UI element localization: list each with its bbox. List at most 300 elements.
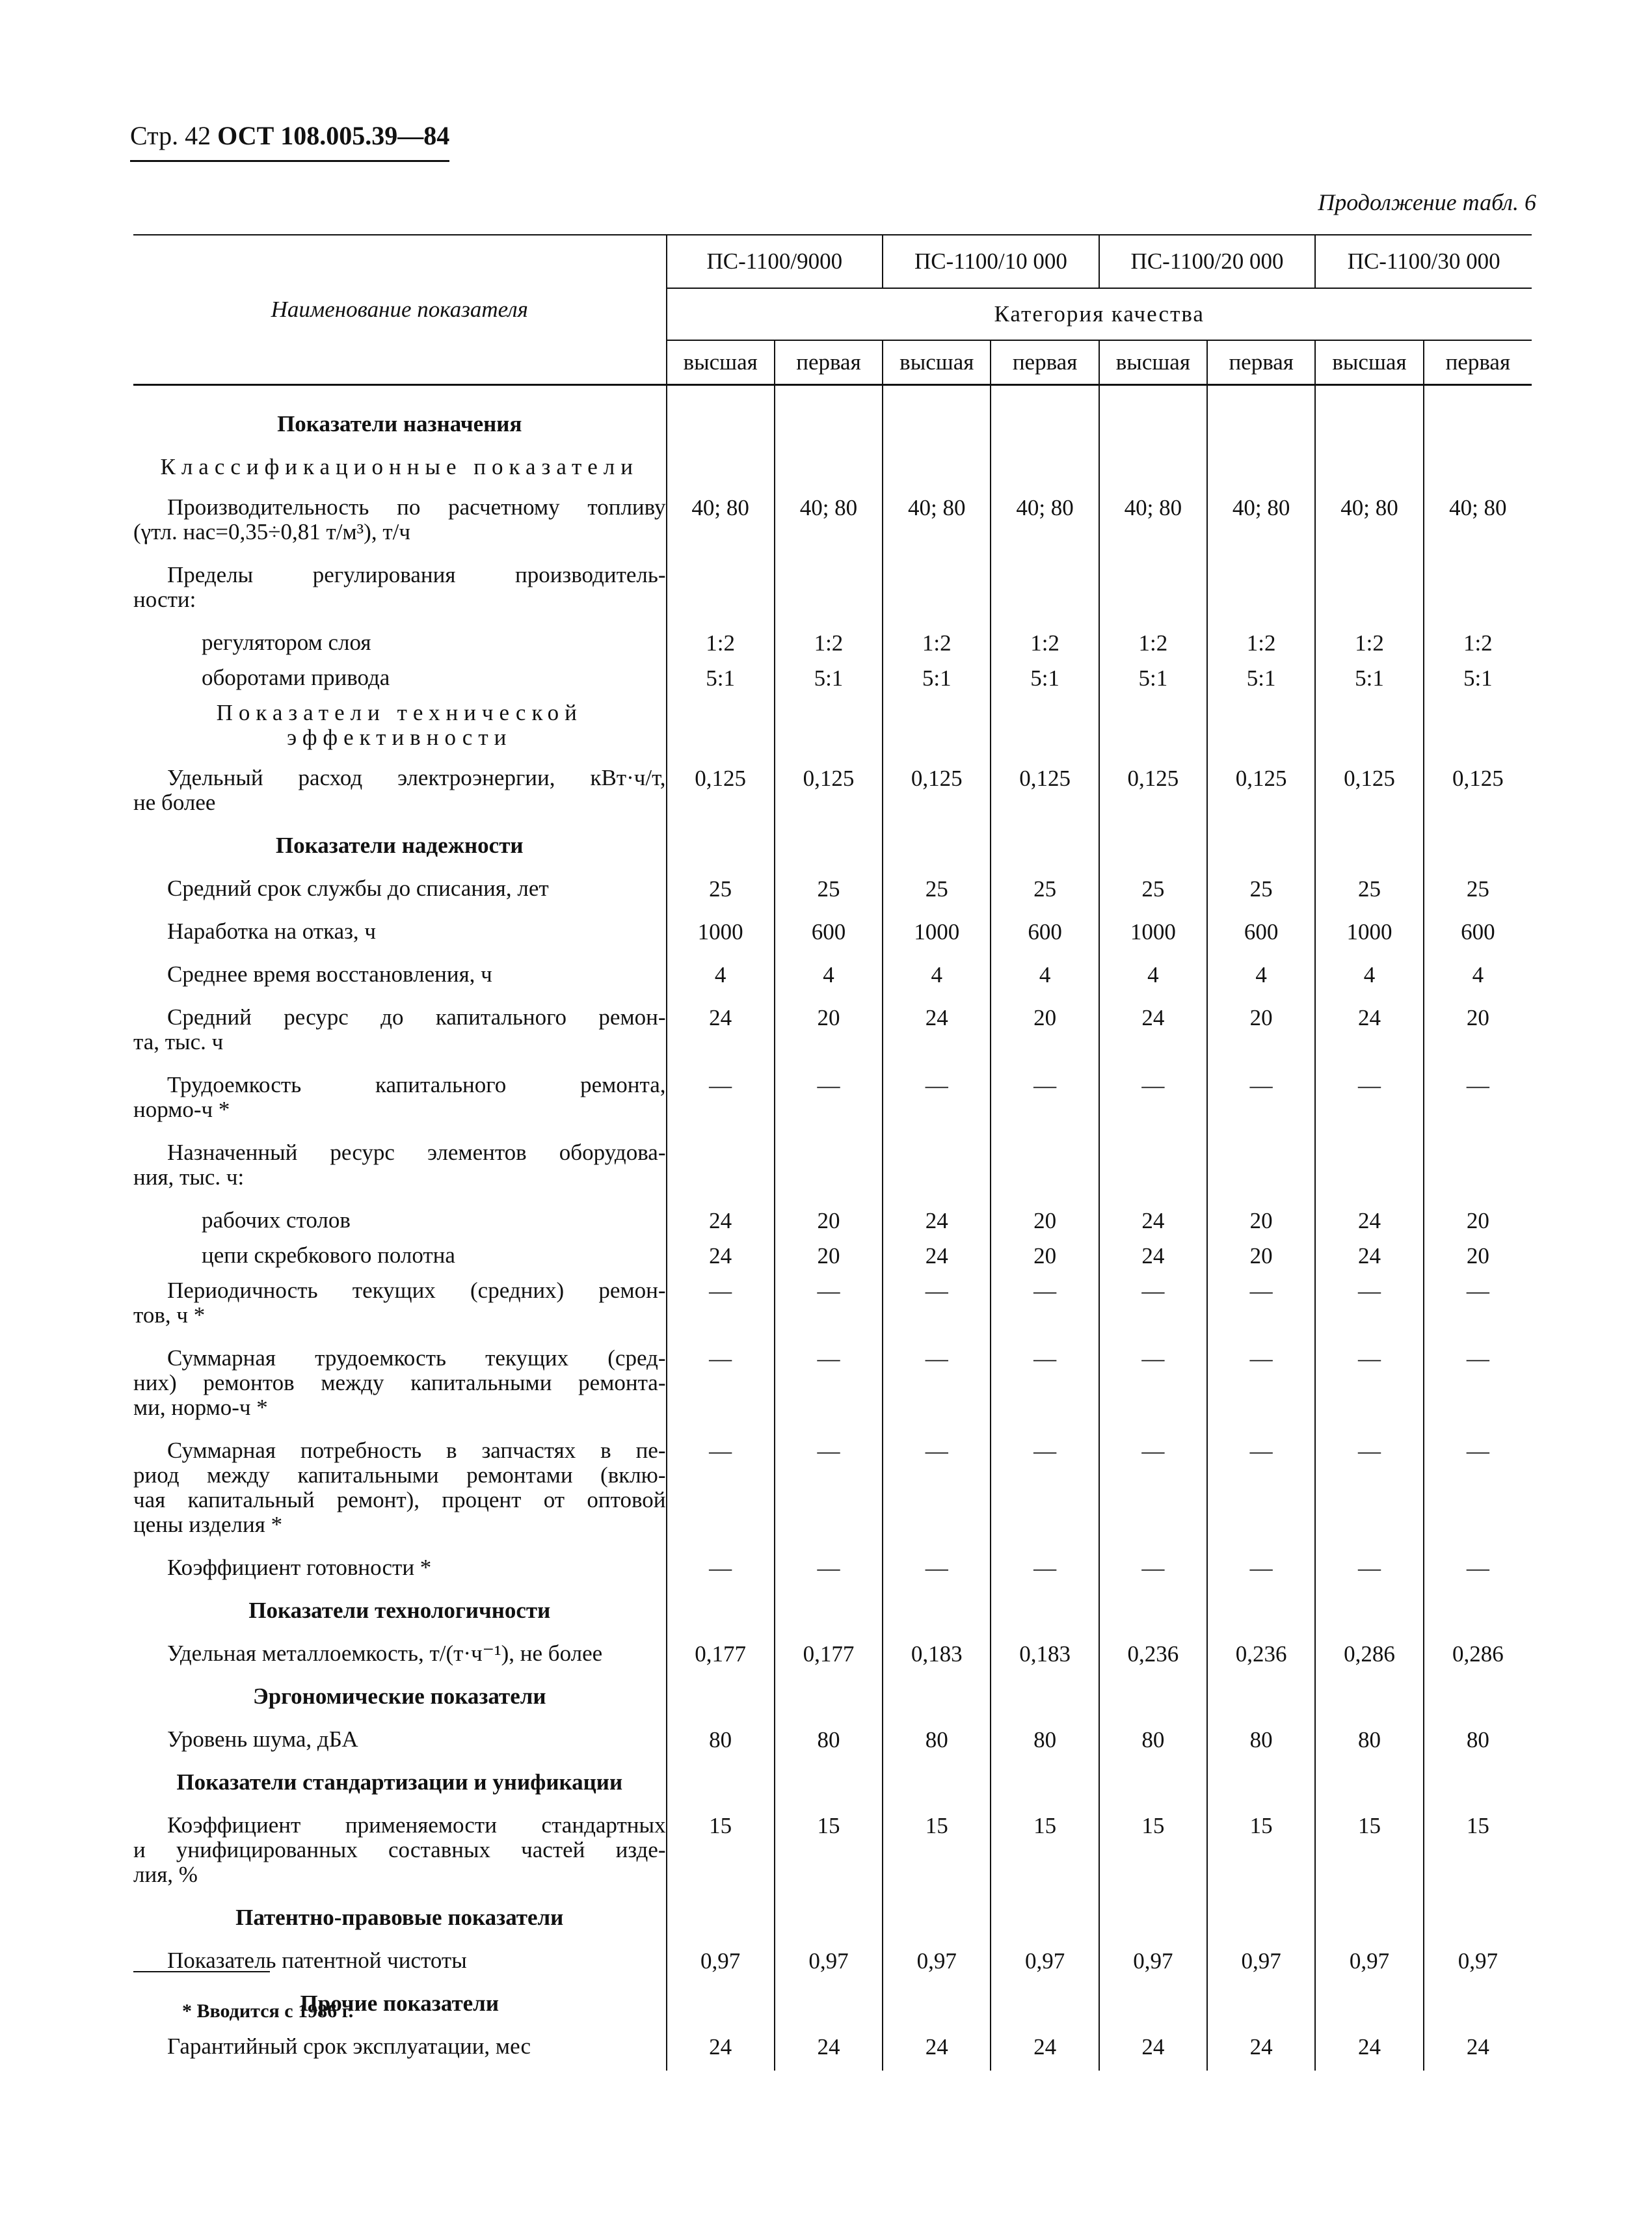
value-cell — [1099, 694, 1207, 759]
indicator-name-line: Коэффициент готовности * — [167, 1555, 432, 1580]
value-cell: 0,97 — [1099, 1942, 1207, 1985]
value-cell — [1424, 1678, 1532, 1721]
subsection-title-text: Показатели технической эффективности — [216, 700, 583, 750]
value-cell: 0,97 — [667, 1942, 775, 1985]
indicator-name-line: Назначенный ресурс элементов оборудова- — [167, 1140, 666, 1165]
section-title-text: Показатели технологичности — [248, 1598, 551, 1623]
value-cell: 24 — [1099, 1201, 1207, 1237]
value-cell: 15 — [1315, 1806, 1423, 1899]
section-row — [133, 827, 1532, 870]
section-title — [133, 1592, 667, 1635]
quality-header: первая — [1424, 340, 1532, 385]
value-cell — [883, 694, 991, 759]
value-cell: 1:2 — [883, 624, 991, 659]
indicator-name-line: и унифицированных составных частей изде- — [133, 1837, 666, 1862]
value-cell: 0,125 — [775, 759, 883, 827]
quality-header: первая — [1207, 340, 1315, 385]
indicator-name-text: оборотами привода — [202, 665, 390, 690]
value-cell: 15 — [1207, 1806, 1315, 1899]
document-code: ОСТ 108.005.39—84 — [217, 121, 450, 150]
value-cell — [667, 827, 775, 870]
product-header: ПС-1100/20 000 — [1099, 235, 1316, 288]
value-cell — [1207, 1764, 1315, 1806]
subsection-title-text: Классификационные показатели — [160, 454, 639, 479]
value-cell: 600 — [1207, 913, 1315, 956]
indicator-name-line: Средний ресурс до капитального ремон- — [167, 1004, 666, 1030]
value-cell: — — [883, 1066, 991, 1134]
value-cell: 20 — [991, 999, 1099, 1066]
indicator-name-line: Производительность по расчетному топливу — [167, 494, 666, 520]
value-cell — [1315, 1899, 1423, 1942]
value-cell — [1207, 1678, 1315, 1721]
page-number: Стр. 42 — [130, 121, 211, 150]
value-cell — [1315, 556, 1423, 624]
value-cell: 20 — [991, 1201, 1099, 1237]
value-cell: 5:1 — [991, 659, 1099, 694]
table-row — [133, 1432, 1532, 1549]
section-title — [133, 1764, 667, 1806]
value-cell: 24 — [1315, 999, 1423, 1066]
value-cell — [1424, 1899, 1532, 1942]
value-cell: 24 — [1099, 999, 1207, 1066]
table-row — [133, 999, 1532, 1066]
value-cell — [667, 1899, 775, 1942]
section-row — [133, 1678, 1532, 1721]
value-cell: 0,125 — [883, 759, 991, 827]
value-cell — [991, 1592, 1099, 1635]
value-cell — [1315, 448, 1423, 489]
value-cell — [1099, 556, 1207, 624]
indicator-name-line: Средний срок службы до списания, лет — [167, 876, 549, 901]
value-cell: 40; 80 — [1315, 489, 1423, 556]
table-row — [133, 1237, 1532, 1272]
value-cell — [883, 385, 991, 449]
indicator-name — [133, 1806, 667, 1899]
value-cell: 1:2 — [991, 624, 1099, 659]
value-cell: — — [1424, 1066, 1532, 1134]
indicator-name — [133, 659, 667, 694]
value-cell: 24 — [667, 2028, 775, 2071]
value-cell — [1207, 827, 1315, 870]
table-row — [133, 759, 1532, 827]
value-cell — [1207, 448, 1315, 489]
value-cell: 5:1 — [775, 659, 883, 694]
value-cell: 4 — [991, 956, 1099, 999]
table-row — [133, 1549, 1532, 1592]
value-cell — [775, 448, 883, 489]
value-cell: 24 — [883, 1237, 991, 1272]
value-cell: 80 — [1099, 1721, 1207, 1764]
value-cell: 4 — [1424, 956, 1532, 999]
value-cell: 4 — [1315, 956, 1423, 999]
value-cell: — — [1099, 1432, 1207, 1549]
value-cell: — — [1099, 1549, 1207, 1592]
value-cell — [775, 827, 883, 870]
value-cell — [1099, 1134, 1207, 1201]
value-cell: 5:1 — [883, 659, 991, 694]
indicator-name-line: ния, тыс. ч: — [133, 1164, 245, 1190]
quality-header: высшая — [1315, 340, 1423, 385]
value-cell — [883, 1592, 991, 1635]
value-cell: — — [1315, 1549, 1423, 1592]
value-cell — [883, 448, 991, 489]
value-cell — [991, 694, 1099, 759]
section-row — [133, 385, 1532, 449]
value-cell: 0,183 — [883, 1635, 991, 1678]
value-cell: 24 — [883, 999, 991, 1066]
value-cell: 5:1 — [1099, 659, 1207, 694]
value-cell: 25 — [1315, 870, 1423, 913]
value-cell — [1315, 1678, 1423, 1721]
indicator-name-line: (γтл. нас=0,35÷0,81 т/м³), т/ч — [133, 519, 410, 544]
value-cell: 1000 — [883, 913, 991, 956]
table-continuation-label: Продолжение табл. 6 — [1318, 189, 1536, 215]
indicator-name — [133, 1635, 667, 1678]
indicator-name-line: Удельная металлоемкость, т/(т·ч⁻¹), не более — [167, 1641, 603, 1666]
table-row — [133, 870, 1532, 913]
value-cell: 40; 80 — [1424, 489, 1532, 556]
value-cell: 5:1 — [1207, 659, 1315, 694]
indicator-name-line: Удельный расход электроэнергии, кВт·ч/т, — [167, 765, 666, 790]
category-header: Категория качества — [667, 288, 1532, 340]
value-cell: — — [1424, 1549, 1532, 1592]
value-cell — [1207, 1985, 1315, 2028]
value-cell: 80 — [1424, 1721, 1532, 1764]
section-title — [133, 827, 667, 870]
value-cell — [667, 1134, 775, 1201]
value-cell: — — [883, 1549, 991, 1592]
value-cell: 20 — [1424, 1237, 1532, 1272]
value-cell: — — [667, 1066, 775, 1134]
value-cell: 5:1 — [667, 659, 775, 694]
value-cell: 24 — [775, 2028, 883, 2071]
value-cell — [667, 1764, 775, 1806]
value-cell: 15 — [991, 1806, 1099, 1899]
indicator-name — [133, 999, 667, 1066]
value-cell: — — [1099, 1339, 1207, 1432]
indicators-table — [133, 234, 1532, 2071]
value-cell: — — [775, 1272, 883, 1339]
value-cell — [775, 1899, 883, 1942]
value-cell — [775, 1592, 883, 1635]
value-cell — [883, 1678, 991, 1721]
name-column-header: Наименование показателя — [133, 235, 667, 385]
value-cell: 24 — [1315, 1201, 1423, 1237]
value-cell: — — [1207, 1432, 1315, 1549]
section-title-text: Эргономические показатели — [252, 1684, 546, 1709]
value-cell: 0,125 — [1207, 759, 1315, 827]
value-cell — [991, 448, 1099, 489]
table-row — [133, 1339, 1532, 1432]
value-cell: 600 — [775, 913, 883, 956]
value-cell — [991, 556, 1099, 624]
value-cell — [991, 1764, 1099, 1806]
indicator-name-line: Суммарная трудоемкость текущих (сред- — [167, 1345, 666, 1371]
value-cell — [1207, 1592, 1315, 1635]
value-cell: 0,97 — [1207, 1942, 1315, 1985]
section-title — [133, 1899, 667, 1942]
indicator-name-line: Гарантийный срок эксплуатации, мес — [167, 2033, 531, 2059]
indicator-name-line: Пределы регулирования производитель- — [167, 562, 666, 587]
value-cell: 600 — [1424, 913, 1532, 956]
value-cell — [1315, 385, 1423, 449]
indicator-name-line: Коэффициент применяемости стандартных — [167, 1812, 666, 1838]
value-cell: 24 — [667, 999, 775, 1066]
value-cell: 1:2 — [1207, 624, 1315, 659]
value-cell — [1315, 1592, 1423, 1635]
indicator-name — [133, 624, 667, 659]
value-cell — [775, 1764, 883, 1806]
value-cell — [1099, 827, 1207, 870]
section-title-text: Патентно-правовые показатели — [235, 1905, 564, 1930]
value-cell: — — [1424, 1272, 1532, 1339]
value-cell: 0,286 — [1424, 1635, 1532, 1678]
indicator-name — [133, 556, 667, 624]
indicator-name-line: та, тыс. ч — [133, 1029, 224, 1054]
indicator-name-line: Трудоемкость капитального ремонта, — [167, 1072, 666, 1097]
indicator-name-line: Уровень шума, дБА — [167, 1726, 358, 1752]
product-header: ПС-1100/10 000 — [883, 235, 1099, 288]
indicator-name-line: ми, нормо-ч * — [133, 1395, 268, 1420]
indicator-name-line: Среднее время восстановления, ч — [167, 961, 492, 987]
value-cell — [775, 1985, 883, 2028]
value-cell: 0,286 — [1315, 1635, 1423, 1678]
value-cell: 1000 — [1099, 913, 1207, 956]
value-cell: 24 — [1315, 2028, 1423, 2071]
value-cell: 600 — [991, 913, 1099, 956]
quality-header: высшая — [667, 340, 775, 385]
indicator-name-line: Периодичность текущих (средних) ремон- — [167, 1278, 666, 1303]
table-row — [133, 624, 1532, 659]
value-cell: 24 — [991, 2028, 1099, 2071]
value-cell: 1:2 — [1099, 624, 1207, 659]
value-cell — [667, 1678, 775, 1721]
value-cell — [667, 556, 775, 624]
value-cell: 80 — [1315, 1721, 1423, 1764]
value-cell — [1099, 1678, 1207, 1721]
value-cell — [1207, 556, 1315, 624]
value-cell: 0,125 — [667, 759, 775, 827]
value-cell: 4 — [1207, 956, 1315, 999]
quality-header: первая — [775, 340, 883, 385]
value-cell — [883, 1134, 991, 1201]
value-cell: 20 — [775, 999, 883, 1066]
value-cell: — — [667, 1272, 775, 1339]
value-cell: 24 — [667, 1201, 775, 1237]
value-cell: 25 — [883, 870, 991, 913]
value-cell: 4 — [883, 956, 991, 999]
value-cell: 0,125 — [1315, 759, 1423, 827]
value-cell: 25 — [991, 870, 1099, 913]
value-cell: 25 — [1207, 870, 1315, 913]
product-header: ПС-1100/30 000 — [1315, 235, 1532, 288]
value-cell — [991, 1678, 1099, 1721]
indicator-name-text: рабочих столов — [202, 1207, 351, 1233]
value-cell: 1:2 — [775, 624, 883, 659]
value-cell: 40; 80 — [667, 489, 775, 556]
value-cell: 20 — [1424, 1201, 1532, 1237]
subsection-row — [133, 448, 1532, 489]
value-cell: 0,97 — [1424, 1942, 1532, 1985]
value-cell: — — [991, 1549, 1099, 1592]
value-cell: 0,125 — [991, 759, 1099, 827]
footnote: * Вводится с 1986 г. — [182, 2000, 354, 2022]
table-row — [133, 1272, 1532, 1339]
indicator-name-text: цепи скребкового полотна — [202, 1242, 455, 1268]
value-cell: 15 — [775, 1806, 883, 1899]
section-row — [133, 1592, 1532, 1635]
table-row — [133, 1721, 1532, 1764]
value-cell: 40; 80 — [883, 489, 991, 556]
indicator-name — [133, 1066, 667, 1134]
value-cell: 24 — [667, 1237, 775, 1272]
table-row — [133, 956, 1532, 999]
value-cell: 0,125 — [1099, 759, 1207, 827]
value-cell: 25 — [1099, 870, 1207, 913]
value-cell: — — [1207, 1272, 1315, 1339]
value-cell: 0,97 — [1315, 1942, 1423, 1985]
table-body — [133, 385, 1532, 2071]
section-title-text: Прочие показатели — [300, 1991, 499, 2016]
value-cell: 4 — [667, 956, 775, 999]
value-cell: 4 — [775, 956, 883, 999]
value-cell: 0,125 — [1424, 759, 1532, 827]
value-cell: — — [667, 1432, 775, 1549]
value-cell: 0,177 — [667, 1635, 775, 1678]
table-row — [133, 659, 1532, 694]
value-cell: 0,97 — [775, 1942, 883, 1985]
value-cell: 24 — [883, 2028, 991, 2071]
value-cell — [883, 1899, 991, 1942]
table-row — [133, 1201, 1532, 1237]
value-cell: 80 — [1207, 1721, 1315, 1764]
indicator-name — [133, 956, 667, 999]
value-cell: 25 — [667, 870, 775, 913]
value-cell — [1207, 1134, 1315, 1201]
value-cell — [1424, 556, 1532, 624]
value-cell — [883, 556, 991, 624]
value-cell: — — [1424, 1339, 1532, 1432]
value-cell: 15 — [1424, 1806, 1532, 1899]
indicator-name-line: Наработка на отказ, ч — [167, 919, 377, 944]
value-cell: — — [883, 1339, 991, 1432]
product-header: ПС-1100/9000 — [667, 235, 883, 288]
value-cell: 40; 80 — [775, 489, 883, 556]
value-cell — [1099, 1592, 1207, 1635]
value-cell: 0,97 — [883, 1942, 991, 1985]
indicator-name — [133, 1237, 667, 1272]
quality-header: высшая — [883, 340, 991, 385]
table-row — [133, 1066, 1532, 1134]
value-cell — [1424, 1134, 1532, 1201]
value-cell: 80 — [991, 1721, 1099, 1764]
value-cell — [775, 1678, 883, 1721]
indicator-name-line: цены изделия * — [133, 1512, 283, 1537]
indicator-name — [133, 1339, 667, 1432]
value-cell: 80 — [883, 1721, 991, 1764]
value-cell: 15 — [667, 1806, 775, 1899]
footnote-separator — [133, 1971, 270, 1972]
value-cell — [1424, 448, 1532, 489]
table-row — [133, 1134, 1532, 1201]
value-cell: — — [883, 1432, 991, 1549]
indicator-name — [133, 1134, 667, 1201]
value-cell — [1099, 385, 1207, 449]
value-cell: — — [991, 1432, 1099, 1549]
value-cell: 20 — [1207, 1201, 1315, 1237]
value-cell — [991, 1985, 1099, 2028]
table-row — [133, 2028, 1532, 2071]
indicator-name-line: не более — [133, 790, 216, 815]
table-row — [133, 1635, 1532, 1678]
value-cell — [775, 556, 883, 624]
indicator-name-line: нормо-ч * — [133, 1097, 230, 1122]
table-row — [133, 913, 1532, 956]
value-cell — [1424, 1592, 1532, 1635]
value-cell — [775, 1134, 883, 1201]
value-cell: 0,97 — [991, 1942, 1099, 1985]
value-cell: 1:2 — [1315, 624, 1423, 659]
value-cell: 15 — [883, 1806, 991, 1899]
value-cell: 20 — [775, 1201, 883, 1237]
table-row — [133, 556, 1532, 624]
value-cell — [667, 694, 775, 759]
value-cell: — — [1424, 1432, 1532, 1549]
value-cell — [1099, 1764, 1207, 1806]
value-cell: — — [1315, 1066, 1423, 1134]
value-cell: — — [1315, 1339, 1423, 1432]
subsection-title — [133, 448, 667, 489]
indicator-name — [133, 2028, 667, 2071]
value-cell: 0,183 — [991, 1635, 1099, 1678]
indicator-name — [133, 759, 667, 827]
indicator-name — [133, 1432, 667, 1549]
table-row — [133, 1806, 1532, 1899]
section-row — [133, 1764, 1532, 1806]
value-cell: — — [1099, 1066, 1207, 1134]
value-cell: 15 — [1099, 1806, 1207, 1899]
table-row — [133, 1942, 1532, 1985]
value-cell — [1315, 827, 1423, 870]
subsection-title — [133, 694, 667, 759]
indicator-name-text: регулятором слоя — [202, 630, 371, 655]
indicator-name — [133, 913, 667, 956]
value-cell — [1315, 1134, 1423, 1201]
indicator-name — [133, 1549, 667, 1592]
value-cell: 1:2 — [1424, 624, 1532, 659]
value-cell — [991, 1899, 1099, 1942]
value-cell — [1207, 1899, 1315, 1942]
quality-header: первая — [991, 340, 1099, 385]
value-cell: — — [1207, 1549, 1315, 1592]
value-cell — [1099, 1985, 1207, 2028]
value-cell — [1424, 1985, 1532, 2028]
indicator-name — [133, 489, 667, 556]
value-cell — [1424, 385, 1532, 449]
value-cell: 0,236 — [1207, 1635, 1315, 1678]
value-cell: 24 — [1207, 2028, 1315, 2071]
value-cell — [667, 448, 775, 489]
value-cell: 20 — [1207, 1237, 1315, 1272]
value-cell: 20 — [775, 1237, 883, 1272]
value-cell: — — [1099, 1272, 1207, 1339]
value-cell — [775, 694, 883, 759]
indicator-name — [133, 1201, 667, 1237]
value-cell — [667, 1592, 775, 1635]
indicator-name-line: лия, % — [133, 1862, 198, 1887]
value-cell: — — [991, 1272, 1099, 1339]
value-cell: — — [775, 1339, 883, 1432]
